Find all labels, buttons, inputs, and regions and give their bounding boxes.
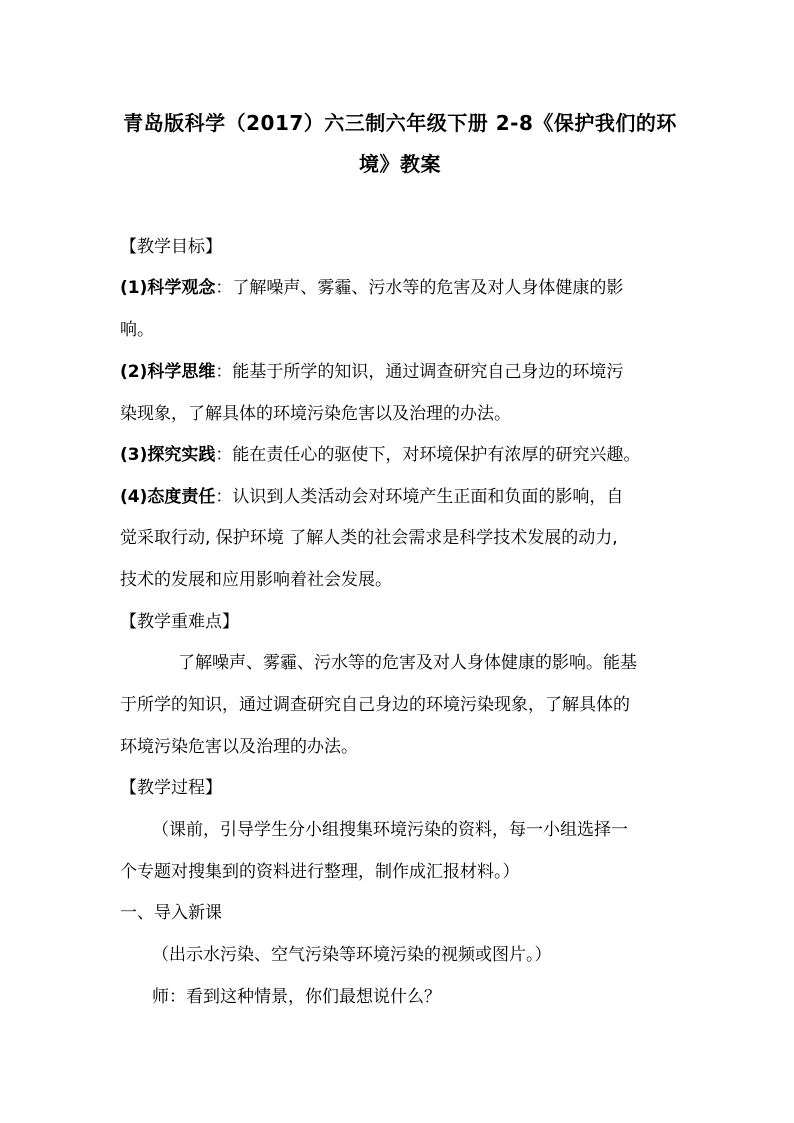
teacher-question: 师：看到这种情景，你们最想说什么？ <box>152 987 441 1007</box>
goal-item-2-cont: 染现象，了解具体的环境污染危害以及治理的办法。 <box>120 404 511 424</box>
section-1-heading: 一、导入新课 <box>120 903 222 923</box>
goal-item-4-label: (4)态度责任 <box>120 487 216 507</box>
key-points-line-2: 于所学的知识，通过调查研究自己身边的环境污染现象，了解具体的 <box>120 695 630 715</box>
goal-item-4 <box>120 482 623 507</box>
goal-item-3-text: ：能在责任心的驱使下，对环境保护有浓厚的研究兴趣。 <box>215 445 641 465</box>
goal-item-2-label: (2)科学思维 <box>120 362 216 382</box>
process-heading: 【教学过程】 <box>120 778 222 798</box>
goals-heading: 【教学目标】 <box>120 237 222 257</box>
goal-item-4-text: ：认识到人类活动会对环境产生正面和负面的影响，自 <box>215 487 624 507</box>
document-title-line-1: 青岛版科学（2017）六三制六年级下册 2-8《保护我们的环 <box>123 111 677 135</box>
process-intro-line-2: 个专题对搜集到的资料进行整理，制作成汇报材料。） <box>120 862 520 882</box>
process-intro-line-1: （课前，引导学生分小组搜集环境污染的资料，每一小组选择一 <box>152 820 628 840</box>
goal-item-3-label: (3)探究实践 <box>120 445 216 465</box>
goal-item-2-text: ：能基于所学的知识，通过调查研究自己身边的环境污 <box>215 362 624 382</box>
goal-item-4-cont-2: 技术的发展和应用影响着社会发展。 <box>120 570 392 590</box>
goal-item-3 <box>120 440 640 465</box>
key-points-line-3: 环境污染危害以及治理的办法。 <box>120 737 358 757</box>
document-title-line-2: 境》教案 <box>359 152 441 176</box>
goal-item-1-text: ：了解噪声、雾霾、污水等的危害及对人身体健康的影 <box>215 278 624 298</box>
goal-item-1 <box>120 273 623 298</box>
goal-item-2 <box>120 357 623 382</box>
goal-item-4-cont-1: 觉采取行动, 保护环境 了解人类的社会需求是科学技术发展的动力, <box>120 528 618 548</box>
key-points-line-1: 了解噪声、雾霾、污水等的危害及对人身体健康的影响。能基 <box>178 653 637 673</box>
goal-item-1-label: (1)科学观念 <box>120 278 216 298</box>
key-points-heading: 【教学重难点】 <box>120 612 239 632</box>
goal-item-1-cont: 响。 <box>120 320 154 340</box>
process-show-media: （出示水污染、空气污染等环境污染的视频或图片。） <box>152 945 552 965</box>
